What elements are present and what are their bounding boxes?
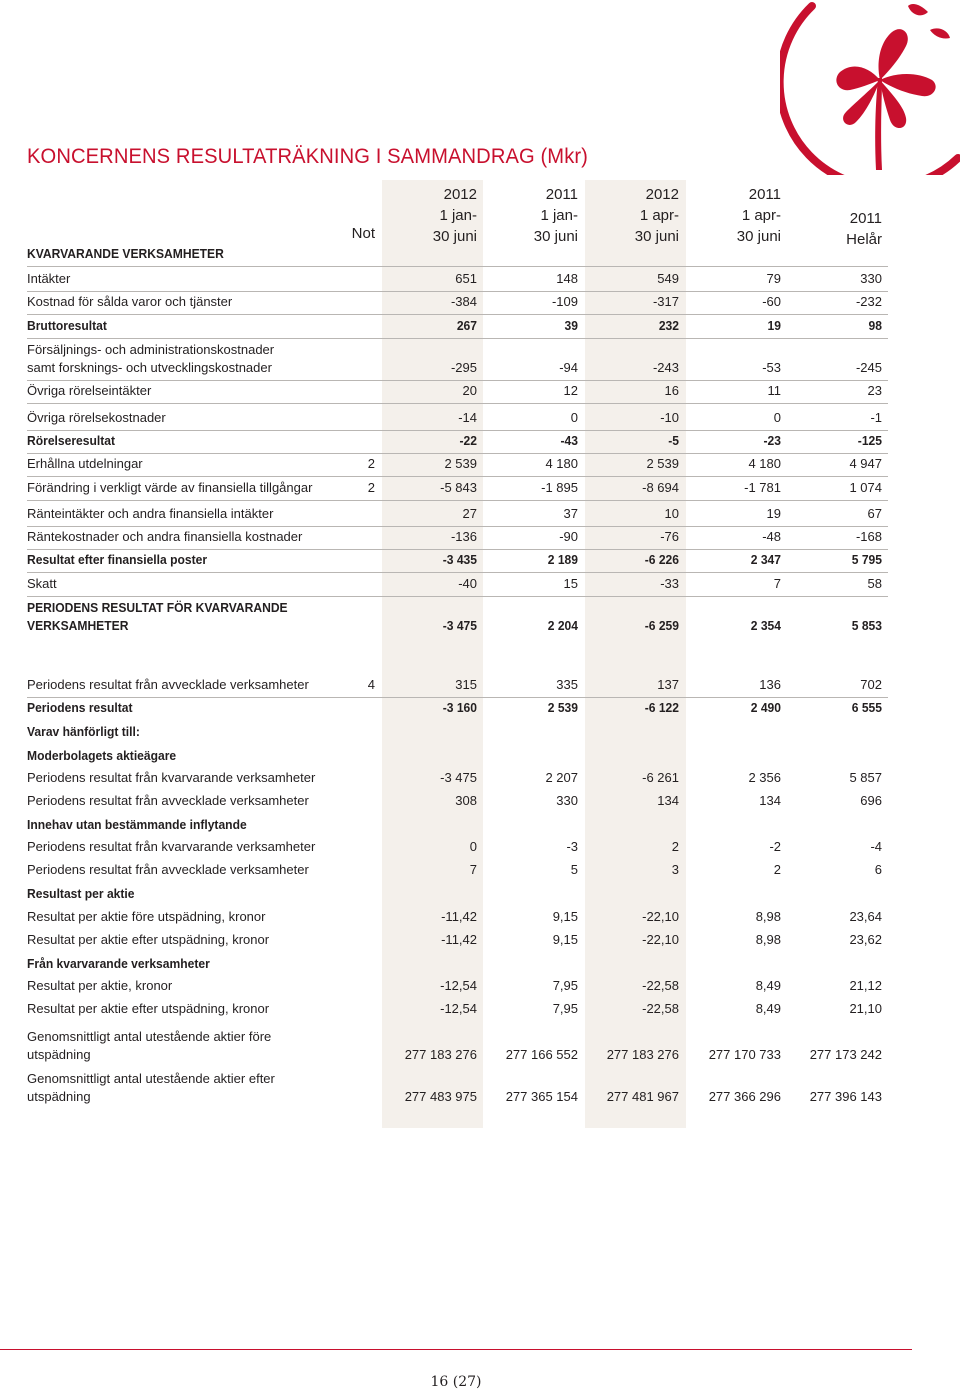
flower-logo-icon (780, 0, 960, 175)
table-row: Genomsnittligt antal utestående aktier före utspädning 277 183 276 277 166 552 277 183 276 277 170 733 277 173 242 (27, 1029, 882, 1062)
column-header-2012-q2: 2012 1 apr- 30 juni (634, 186, 679, 245)
column-header-2011-full-year: 2011 Helår (846, 210, 882, 248)
section-heading: KVARVARANDE VERKSAMHETER (27, 246, 224, 261)
table-row: Räntekostnader och andra finansiella kostnader -136 -90 -76 -48 -168 (27, 526, 888, 550)
page-number: 16 (27) (430, 1374, 482, 1390)
table-row: Övriga rörelsekostnader -14 0 -10 0 -1 (27, 403, 888, 431)
table-row: Periodens resultat från avvecklade verksamheter 4 315 335 137 136 702 (27, 674, 888, 698)
table-row: Rörelseresultat -22 -43 -5 -23 -125 (27, 430, 888, 454)
table-row: Genomsnittligt antal utestående aktier efter utspädning 277 483 975 277 365 154 277 481 967 277 366 296 277 396 143 (27, 1071, 882, 1104)
subheading: Innehav utan bestämmande inflytande (27, 817, 247, 832)
table-row: Försäljnings- och administrationskostnader samt forsknings- och utvecklingskostnader -295 -94 -243 -53 -245 (27, 338, 888, 381)
subheading: Från kvarvarande verksamheter (27, 956, 210, 971)
table-row: Resultat efter finansiella poster -3 435 2 189 -6 226 2 347 5 795 (27, 549, 888, 573)
table-row: Bruttoresultat 267 39 232 19 98 (27, 314, 888, 339)
table-row: Resultat per aktie, kronor -12,54 7,95 -22,58 8,49 21,12 (27, 978, 882, 993)
section-heading-row (27, 244, 888, 267)
table-row: Intäkter 651 148 549 79 330 (27, 268, 888, 292)
table-row: Resultat per aktie före utspädning, kronor -11,42 9,15 -22,10 8,98 23,64 (27, 909, 882, 924)
column-header-2011-q2: 2011 1 apr- 30 juni (736, 186, 781, 245)
subheading: Resultast per aktie (27, 886, 135, 901)
table-row: Periodens resultat från avvecklade verksamheter 7 5 3 2 6 (27, 862, 882, 877)
table-row: Resultat per aktie efter utspädning, kronor -12,54 7,95 -22,58 8,49 21,10 (27, 1001, 882, 1016)
table-row: Övriga rörelseintäkter 20 12 16 11 23 (27, 380, 888, 404)
note-column-header: Not (351, 225, 375, 242)
table-row: PERIODENS RESULTAT FÖR KVARVARANDE VERKSAMHETER -3 475 2 204 -6 259 2 354 5 853 (27, 600, 882, 633)
table-row: Periodens resultat från kvarvarande verksamheter 0 -3 2 -2 -4 (27, 839, 882, 854)
subheading: Moderbolagets aktieägare (27, 748, 177, 763)
column-header-2012-h1: 2012 1 jan- 30 juni (432, 186, 477, 245)
subheading: Varav hänförligt till: (27, 724, 140, 739)
table-row: Erhållna utdelningar 2 2 539 4 180 2 539 4 180 4 947 (27, 453, 888, 477)
footer-divider (0, 1349, 912, 1350)
table-row: Kostnad för sålda varor och tjänster -384 -109 -317 -60 -232 (27, 291, 888, 315)
table-row: Ränteintäkter och andra finansiella intäkter 27 37 10 19 67 (27, 500, 888, 527)
table-row: Resultat per aktie efter utspädning, kronor -11,42 9,15 -22,10 8,98 23,62 (27, 932, 882, 947)
page-title: KONCERNENS RESULTATRÄKNING I SAMMANDRAG (Mkr) (27, 145, 588, 168)
table-row: Periodens resultat från kvarvarande verksamheter -3 475 2 207 -6 261 2 356 5 857 (27, 770, 882, 785)
table-row: Skatt -40 15 -33 7 58 (27, 572, 888, 597)
table-row: Förändring i verkligt värde av finansiella tillgångar 2 -5 843 -1 895 -8 694 -1 781 1 074 (27, 476, 888, 501)
table-row: Periodens resultat -3 160 2 539 -6 122 2 490 6 555 (27, 700, 882, 715)
column-header-2011-h1: 2011 1 jan- 30 juni (533, 186, 578, 245)
table-row: Periodens resultat från avvecklade verksamheter 308 330 134 134 696 (27, 793, 882, 808)
